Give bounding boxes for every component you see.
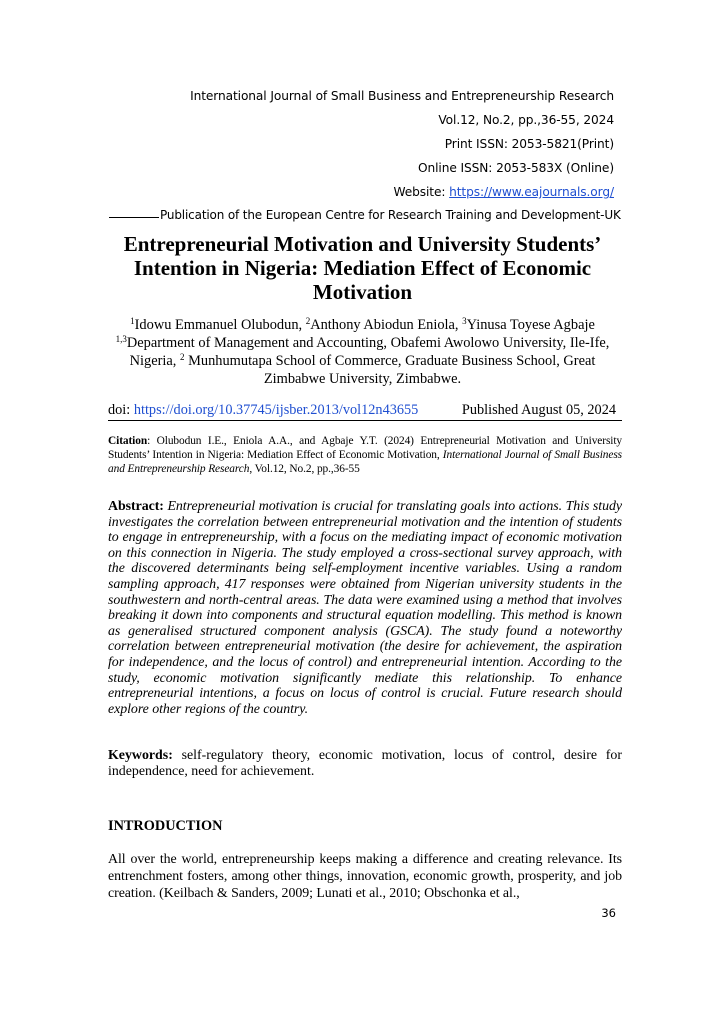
author-2: Anthony Abiodun Eniola, [310,317,463,333]
affiliation-sup: 1,3 [115,334,127,344]
doi-label: doi: [108,402,134,418]
citation-journal: International Journal of Small Business and Entrepreneurship Research [108,449,622,475]
author-sup: 3 [462,316,467,326]
published-date: Published August 05, 2024 [461,402,616,418]
volume-info: Vol.12, No.2, pp.,36-55, 2024 [438,113,614,127]
doi-rule [108,420,622,421]
keywords-text: self-regulatory theory, economic motivation, locus of control, desire for independence, need for achievement. [108,748,622,779]
author-3: Yinusa Toyese Agbaje [466,317,595,333]
author-1: Idowu Emmanuel Olubodun, [134,317,306,333]
affiliation-1: Department of Management and Accounting, Obafemi Awolowo University, Ile-Ife, Nigeria, [126,335,610,369]
affiliation-sup: 2 [180,352,185,362]
doi-line [108,402,622,419]
section-heading-introduction: INTRODUCTION [108,818,223,834]
website-label: Website: [393,185,450,199]
citation-tail: , Vol.12, No.2, pp.,36-55 [249,463,360,475]
website-line [190,180,614,204]
journal-name: International Journal of Small Business and Entrepreneurship Research [190,89,614,103]
abstract-block [108,499,622,717]
citation-block [108,434,622,476]
abstract-label: Abstract: [108,499,164,514]
authors-block [100,316,625,388]
affiliation-2: Munhumutapa School of Commerce, Graduate Business School, Great Zimbabwe University, Zimbabwe. [184,353,596,387]
abstract-text: Entrepreneurial motivation is crucial for translating goals into actions. This study investigates the correlation between entrepreneurial motivation and the intention of students to engage in entrepreneurship, with a focus on the mediating impact of economic motivation on this connection in Nigeria. The study employed a cross-sectional survey approach, with the discovered determinants being self-employment incentive variables. Using a random sampling approach, 417 responses were obtained from Nigerian university students in the southwestern and north-central areas. The data were examined using a method that involves breaking it down into components and structural equation modelling. This method is known as generalised structured component analysis (GSCA). The study found a noteworthy correlation between entrepreneurial motivation (the desire for achievement, the aspiration for independence, and the locus of control) and entrepreneurial intention. According to the study, economic motivation significantly mediate this relationship. To enhance entrepreneurial intentions, a focus on locus of control is crucial. Future research should explore other regions of the country. [108,499,622,717]
citation-label: Citation [108,435,148,447]
keywords-label: Keywords: [108,748,173,763]
print-issn: Print ISSN: 2053-5821(Print) [444,137,614,151]
doi-link[interactable]: https://doi.org/10.37745/ijsber.2013/vol12n43655 [133,402,419,418]
online-issn: Online ISSN: 2053-583X (Online) [418,161,614,175]
paper-title: Entrepreneurial Motivation and University Students’ Intention in Nigeria: Mediation Effect of Economic Motivation [123,232,602,304]
citation-text: : Olubodun I.E., Eniola A.A., and Agbaje Y.T. (2024) Entrepreneurial Motivation and University Students’ Intention in Nigeria: Mediation Effect of Economic Motivation, [108,435,622,461]
journal-header [190,84,614,204]
author-sup: 1 [130,316,135,326]
publication-line: Publication of the European Centre for Research Training and Development-UK [160,208,621,222]
author-sup: 2 [305,316,311,326]
introduction-text: All over the world, entrepreneurship keeps making a difference and creating relevance. Its entrenchment fosters, among other things, innovation, economic growth, prosperity, and job creation. (Keilbach & Sanders, 2009; Lunati et al., 2010; Obschonka et al., [108,852,622,901]
publication-rule [109,217,159,218]
keywords-block [108,748,622,780]
page-number: 36 [601,906,616,920]
website-link[interactable]: https://www.eajournals.org/ [449,185,614,199]
